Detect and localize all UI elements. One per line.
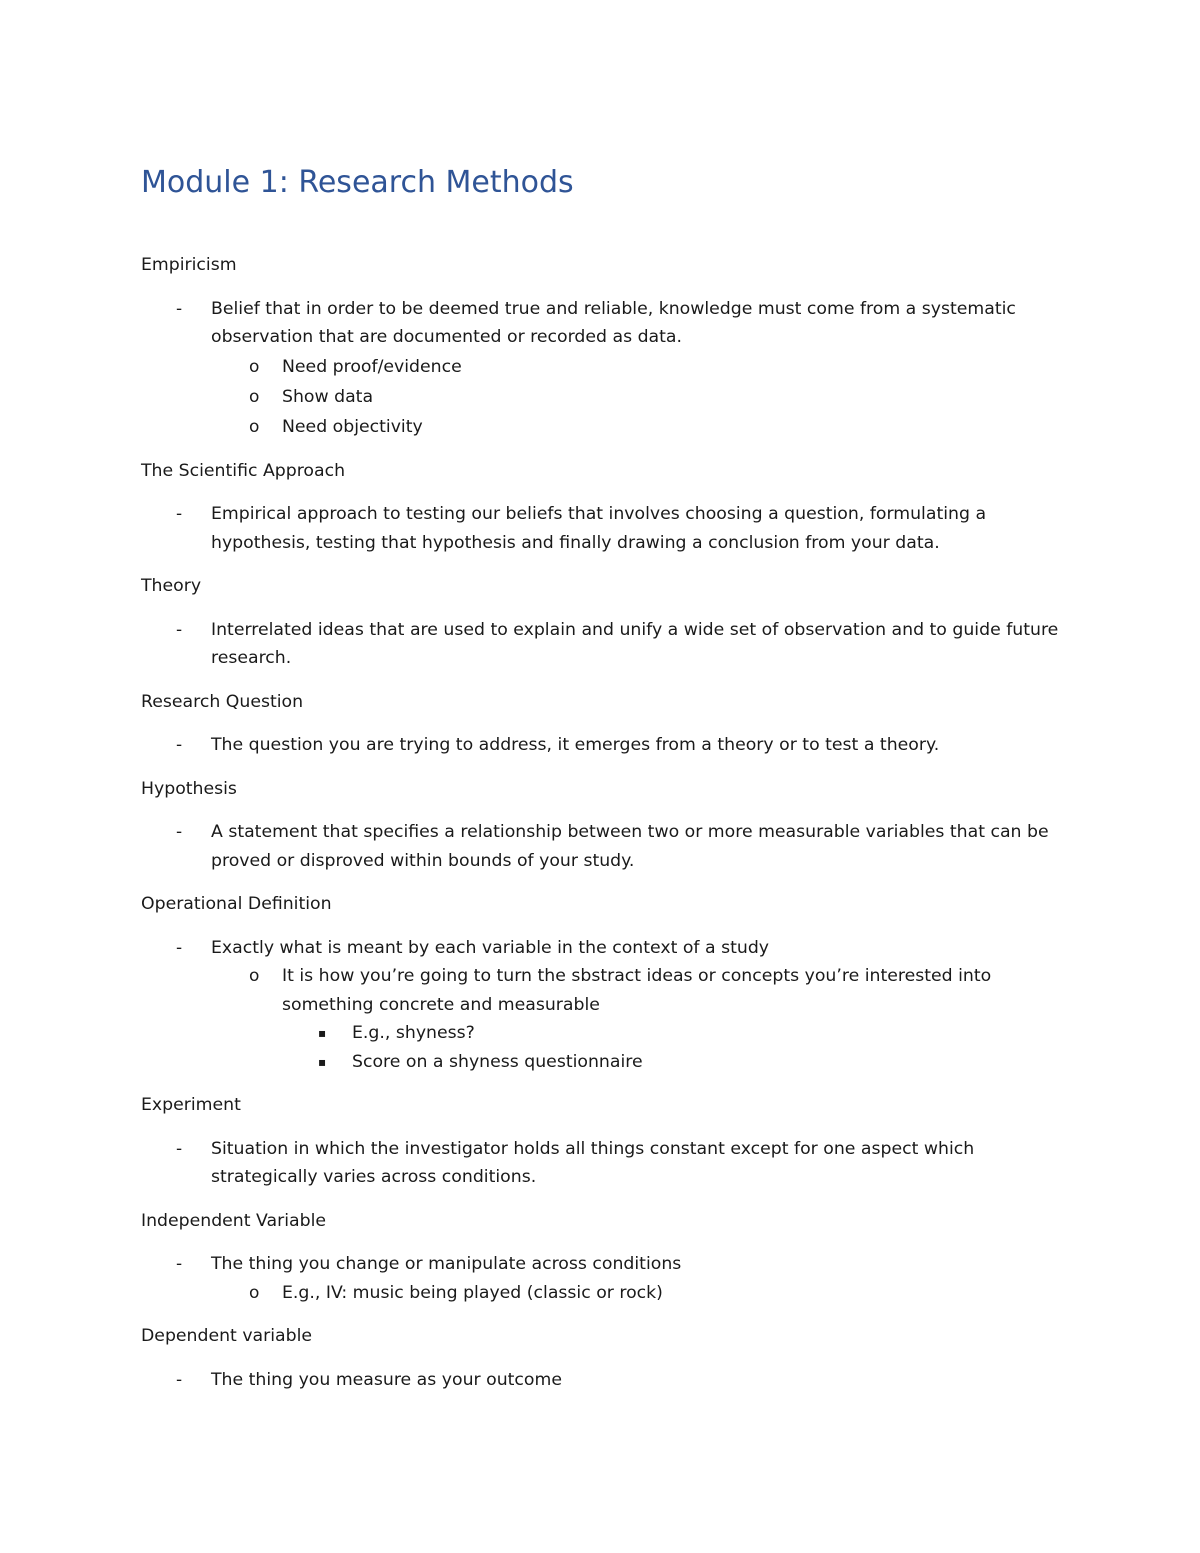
bullet-text: Interrelated ideas that are used to explain and unify a wide set of observation and to guide future research. [211, 619, 1059, 668]
section-independent-variable [141, 1207, 1081, 1308]
sub-bullet-item [141, 962, 1081, 1019]
bullet-item [141, 731, 1081, 760]
bullet-item [141, 1366, 1081, 1395]
section-scientific-approach [141, 457, 1081, 558]
section-research-question [141, 688, 1081, 760]
section-heading: Experiment [141, 1095, 241, 1115]
bullet-text: A statement that specifies a relationship between two or more measurable variables that can be proved or disproved within bounds of your study. [211, 822, 1049, 871]
sub-bullet-item [141, 382, 1081, 412]
bullet-text: The thing you measure as your outcome [211, 1369, 562, 1390]
section-heading: Empiricism [141, 255, 237, 275]
sub-bullet-text: E.g., IV: music being played (classic or rock) [282, 1282, 663, 1303]
bullet-item [141, 818, 1081, 875]
section-heading: Hypothesis [141, 778, 237, 799]
dash-marker: - [176, 298, 183, 319]
circle-marker: o [249, 966, 260, 986]
bullet-item [141, 616, 1081, 673]
circle-marker: o [249, 386, 260, 407]
dash-marker: - [176, 1369, 183, 1390]
document-body [141, 251, 1081, 1409]
bullet-item [141, 934, 1081, 963]
section-heading: Research Question [141, 691, 304, 712]
sub-bullet-text: Need objectivity [282, 416, 423, 437]
bullet-item [141, 1250, 1081, 1279]
section-operational-definition [141, 890, 1081, 1076]
bullet-text: Exactly what is meant by each variable in the context of a study [211, 937, 770, 958]
sub-sub-bullet-item [141, 1019, 1081, 1048]
section-heading: Operational Definition [141, 894, 332, 914]
bullet-item [141, 1135, 1081, 1192]
dash-marker: - [176, 619, 183, 640]
circle-marker: o [249, 1282, 260, 1303]
bullet-item [141, 500, 1081, 557]
section-heading: Independent Variable [141, 1210, 326, 1231]
sub-bullet-text: Show data [282, 386, 374, 407]
bullet-text: Belief that in order to be deemed true and reliable, knowledge must come from a systematic observation that are documented or recorded as data. [211, 298, 1016, 347]
dash-marker: - [176, 1254, 183, 1274]
section-hypothesis [141, 775, 1081, 876]
sub-bullet-text: It is how you’re going to turn the sbstract ideas or concepts you’re interested into something concrete and measurable [282, 966, 992, 1015]
square-marker: ▪ [318, 1054, 327, 1069]
section-heading: The Scientific Approach [141, 460, 346, 481]
bullet-text: Empirical approach to testing our beliefs that involves choosing a question, formulating a hypothesis, testing that hypothesis and finally drawing a conclusion from your data. [211, 504, 987, 553]
dash-marker: - [176, 1138, 183, 1159]
sub-sub-bullet-text: E.g., shyness? [352, 1023, 475, 1043]
sub-bullet-item [141, 1279, 1081, 1308]
circle-marker: o [249, 416, 260, 437]
page-title: Module 1: Research Methods [141, 165, 574, 200]
square-marker: ▪ [318, 1026, 327, 1040]
section-heading: Theory [141, 576, 202, 596]
section-experiment [141, 1091, 1081, 1192]
sub-bullet-item [141, 412, 1081, 442]
dash-marker: - [176, 504, 183, 524]
dash-marker: - [176, 937, 183, 958]
bullet-text: Situation in which the investigator holds all things constant except for one aspect which strategically varies across conditions. [211, 1138, 975, 1187]
bullet-text: The thing you change or manipulate across conditions [211, 1254, 682, 1274]
dash-marker: - [176, 735, 183, 755]
bullet-item [141, 295, 1081, 352]
bullet-text: The question you are trying to address, it emerges from a theory or to test a theory. [211, 735, 940, 755]
sub-bullet-text: Need proof/evidence [282, 356, 462, 377]
sub-bullet-item [141, 352, 1081, 382]
section-theory [141, 572, 1081, 673]
sub-sub-bullet-text: Score on a shyness questionnaire [352, 1051, 643, 1072]
section-dependent-variable [141, 1322, 1081, 1394]
sub-sub-bullet-item [141, 1048, 1081, 1077]
circle-marker: o [249, 356, 260, 377]
section-empiricism [141, 251, 1081, 442]
dash-marker: - [176, 822, 183, 842]
section-heading: Dependent variable [141, 1326, 313, 1346]
